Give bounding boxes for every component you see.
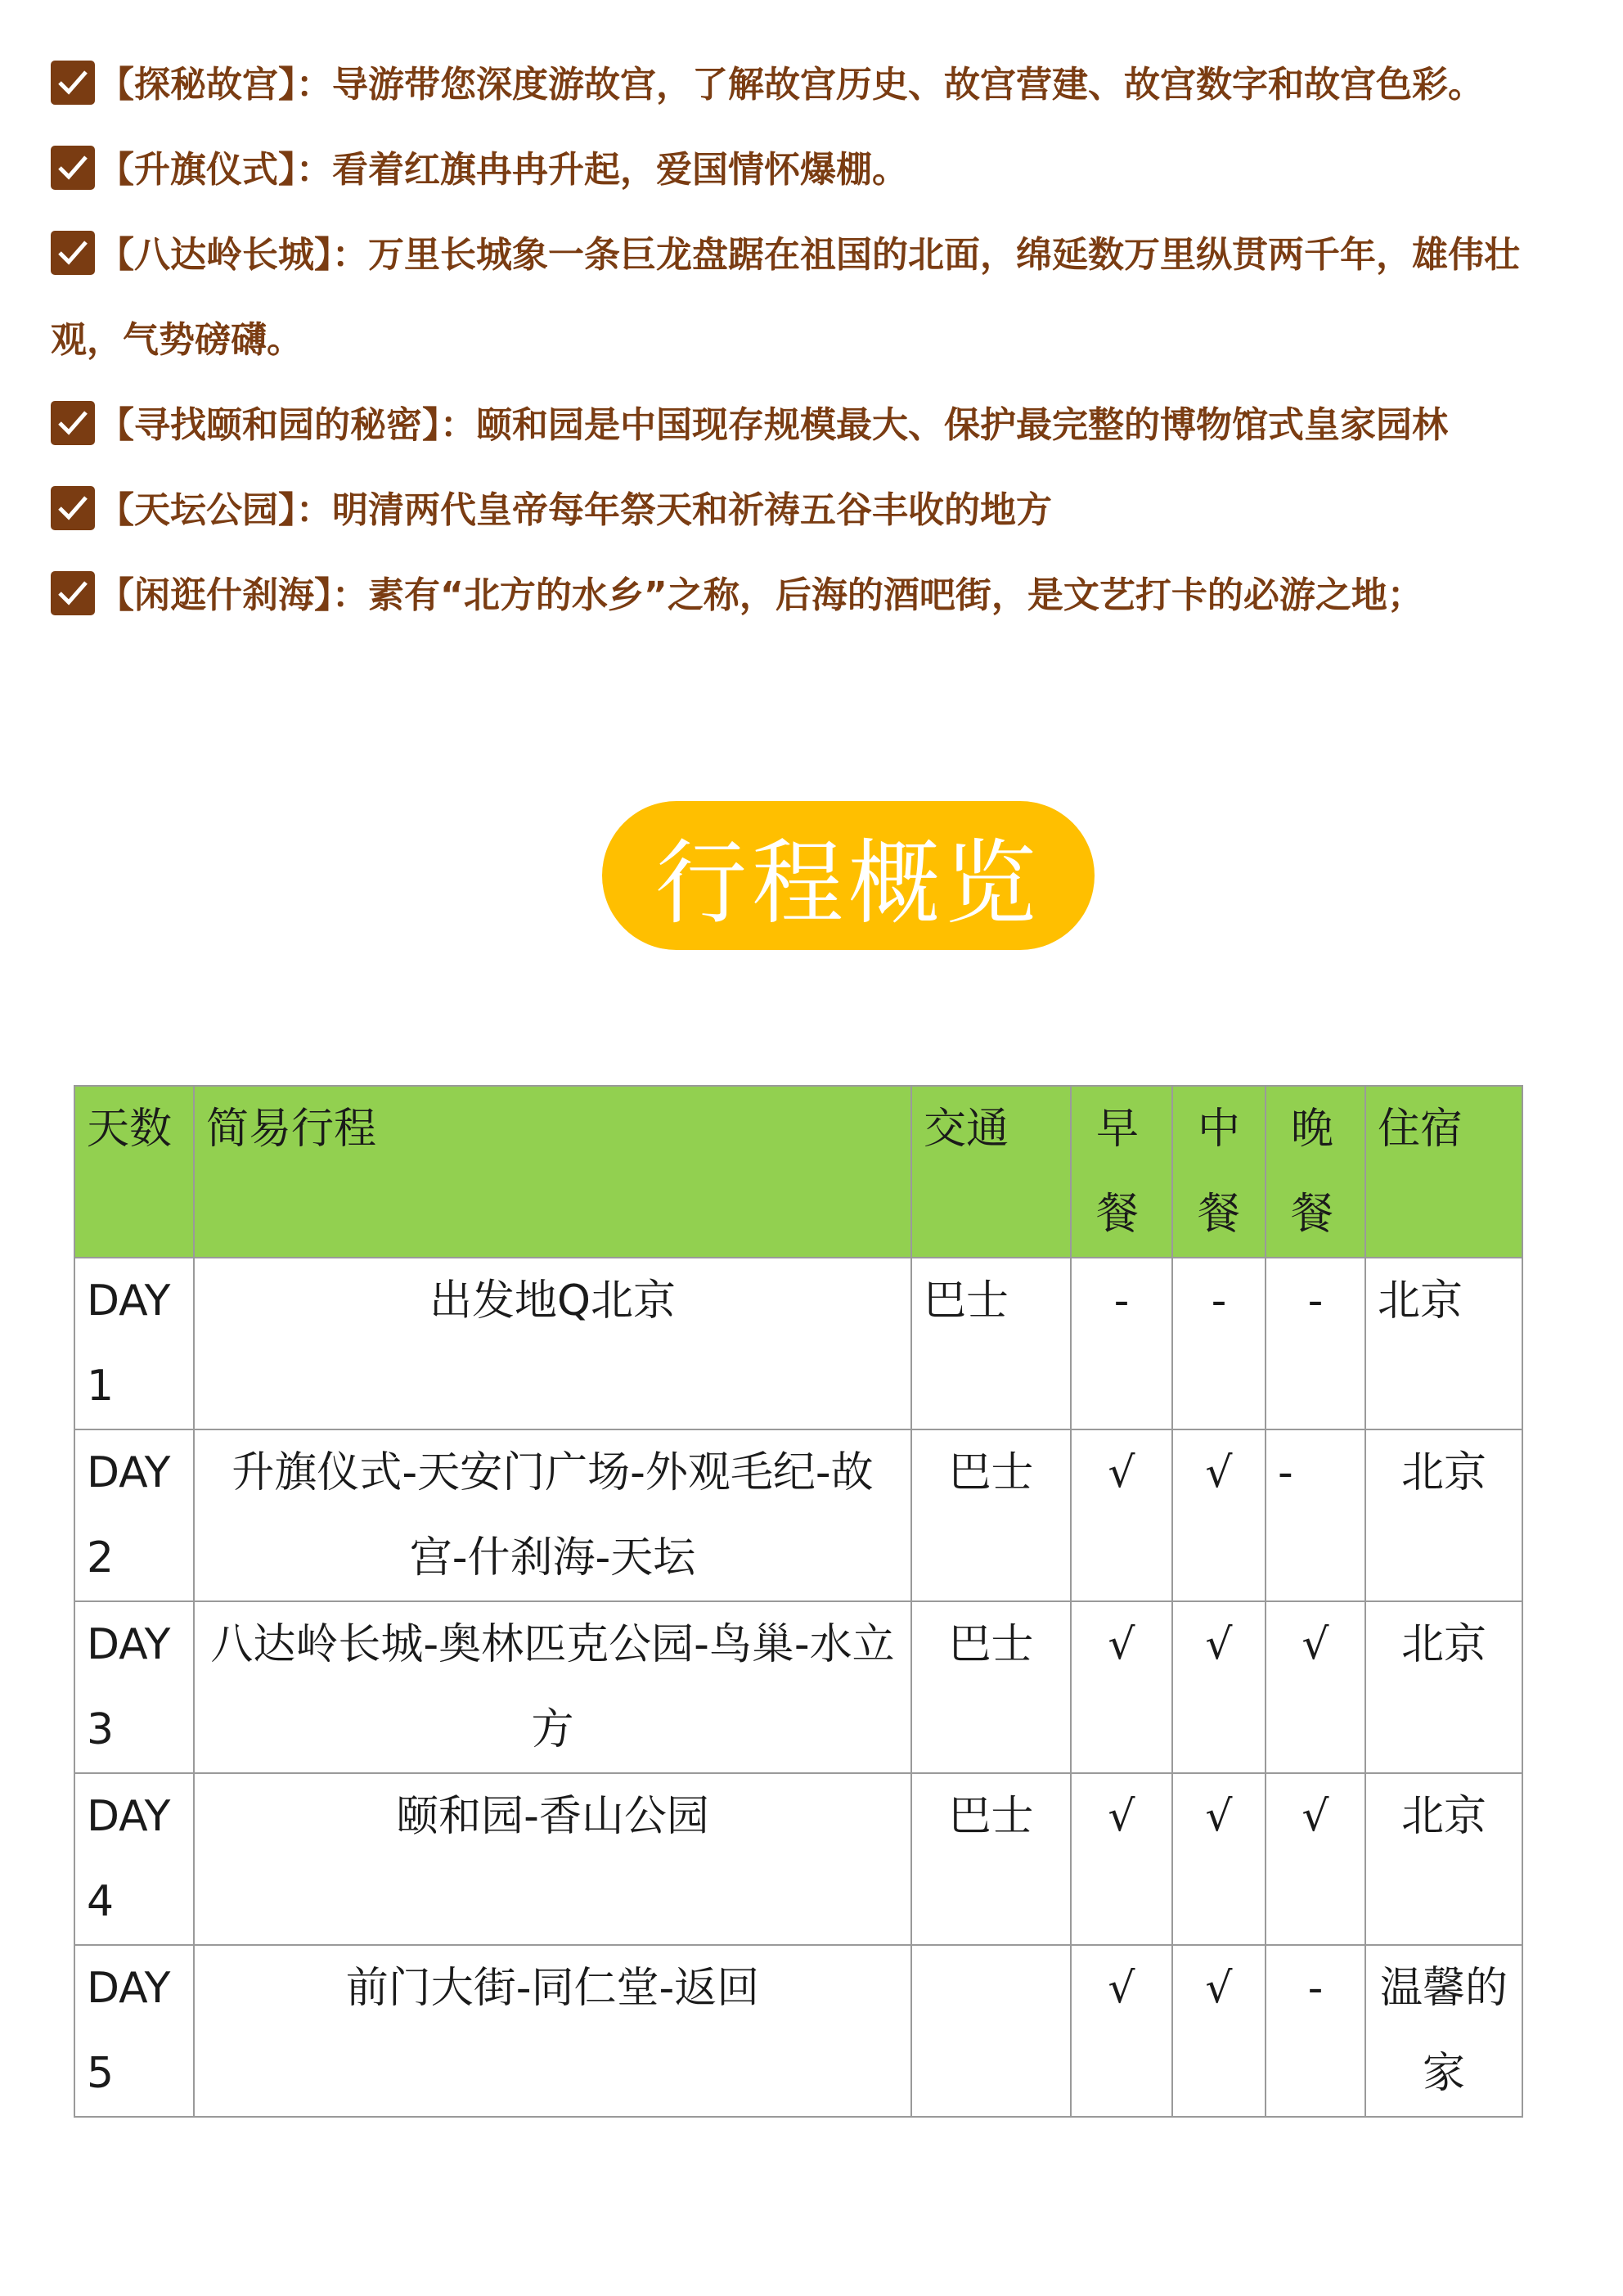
highlight-name: 【闲逛什刹海】 bbox=[98, 574, 332, 616]
highlight-name: 【升旗仪式】 bbox=[98, 149, 296, 191]
cell-dinner: √ bbox=[1266, 1601, 1365, 1773]
check-icon bbox=[51, 401, 95, 445]
highlight-name: 【探秘故宫】 bbox=[98, 64, 296, 106]
cell-lunch: - bbox=[1172, 1258, 1266, 1429]
cell-breakfast: √ bbox=[1071, 1773, 1172, 1945]
cell-route: 前门大街-同仁堂-返回 bbox=[194, 1945, 911, 2117]
section-title-badge bbox=[602, 801, 1095, 950]
section-title: 行程概览 bbox=[602, 801, 1095, 950]
check-icon bbox=[51, 146, 95, 190]
highlight-name: 【天坛公园】 bbox=[98, 489, 296, 531]
cell-breakfast: √ bbox=[1071, 1601, 1172, 1773]
highlight-text: ：导游带您深度游故宫，了解故宫历史、故宫营建、故宫数字和故宫色彩。 bbox=[296, 64, 1484, 106]
cell-lodging: 北京 bbox=[1365, 1258, 1522, 1429]
highlight-text: ：素有“北方的水乡”之称，后海的酒吧街，是文艺打卡的必游之地； bbox=[332, 574, 1423, 616]
highlight-text: ：明清两代皇帝每年祭天和祈祷五谷丰收的地方 bbox=[296, 489, 1052, 531]
table-row bbox=[74, 1773, 1522, 1945]
cell-day: DAY2 bbox=[74, 1429, 194, 1601]
cell-lunch: √ bbox=[1172, 1601, 1266, 1773]
cell-transport: 巴士 bbox=[911, 1429, 1071, 1601]
cell-breakfast: - bbox=[1071, 1258, 1172, 1429]
cell-breakfast: √ bbox=[1071, 1429, 1172, 1601]
header-lunch: 中餐 bbox=[1172, 1086, 1266, 1258]
header-dinner: 晚餐 bbox=[1266, 1086, 1365, 1258]
cell-lunch: √ bbox=[1172, 1773, 1266, 1945]
cell-day: DAY1 bbox=[74, 1258, 194, 1429]
highlight-name: 【八达岭长城】 bbox=[98, 234, 332, 276]
cell-transport bbox=[911, 1945, 1071, 2117]
highlight-item bbox=[51, 128, 1589, 213]
check-icon bbox=[51, 486, 95, 530]
header-transport: 交通 bbox=[911, 1086, 1071, 1258]
cell-lunch: √ bbox=[1172, 1945, 1266, 2117]
table-row bbox=[74, 1429, 1522, 1601]
cell-day: DAY4 bbox=[74, 1773, 194, 1945]
highlight-item bbox=[51, 468, 1589, 553]
check-icon bbox=[51, 61, 95, 105]
cell-transport: 巴士 bbox=[911, 1258, 1071, 1429]
highlight-name: 【寻找颐和园的秘密】 bbox=[98, 404, 440, 446]
highlight-text: ：万里长城象一条巨龙盘踞在祖国的北面，绵延数万里纵贯两千年，雄伟壮观，气势磅礴。 bbox=[51, 234, 1520, 361]
cell-lodging: 北京 bbox=[1365, 1601, 1522, 1773]
header-day: 天数 bbox=[74, 1086, 194, 1258]
header-route: 简易行程 bbox=[194, 1086, 911, 1258]
cell-route: 颐和园-香山公园 bbox=[194, 1773, 911, 1945]
highlight-item bbox=[51, 43, 1589, 128]
check-icon bbox=[51, 231, 95, 275]
cell-transport: 巴士 bbox=[911, 1773, 1071, 1945]
highlight-item bbox=[51, 213, 1589, 383]
table-header-row bbox=[74, 1086, 1522, 1258]
cell-dinner: √ bbox=[1266, 1773, 1365, 1945]
cell-lodging: 北京 bbox=[1365, 1429, 1522, 1601]
cell-lunch: √ bbox=[1172, 1429, 1266, 1601]
table-row bbox=[74, 1258, 1522, 1429]
cell-dinner: - bbox=[1266, 1429, 1365, 1601]
check-icon bbox=[51, 571, 95, 615]
cell-dinner: - bbox=[1266, 1945, 1365, 2117]
cell-breakfast: √ bbox=[1071, 1945, 1172, 2117]
highlight-text: ：看着红旗冉冉升起，爱国情怀爆棚。 bbox=[296, 149, 908, 191]
cell-transport: 巴士 bbox=[911, 1601, 1071, 1773]
highlight-item bbox=[51, 383, 1589, 468]
cell-route: 八达岭长城-奥林匹克公园-鸟巢-水立方 bbox=[194, 1601, 911, 1773]
cell-route: 出发地Q北京 bbox=[194, 1258, 911, 1429]
cell-route: 升旗仪式-天安门广场-外观毛纪-故宫-什刹海-天坛 bbox=[194, 1429, 911, 1601]
table-row bbox=[74, 1945, 1522, 2117]
cell-lodging: 北京 bbox=[1365, 1773, 1522, 1945]
cell-day: DAY5 bbox=[74, 1945, 194, 2117]
highlight-item bbox=[51, 553, 1589, 638]
cell-day: DAY3 bbox=[74, 1601, 194, 1773]
itinerary-table bbox=[74, 1085, 1523, 2118]
header-breakfast: 早餐 bbox=[1071, 1086, 1172, 1258]
highlights-list bbox=[51, 43, 1589, 638]
highlight-text: ：颐和园是中国现存规模最大、保护最完整的博物馆式皇家园林 bbox=[440, 404, 1448, 446]
table-row bbox=[74, 1601, 1522, 1773]
cell-lodging: 温馨的家 bbox=[1365, 1945, 1522, 2117]
header-lodging: 住宿 bbox=[1365, 1086, 1522, 1258]
cell-dinner: - bbox=[1266, 1258, 1365, 1429]
